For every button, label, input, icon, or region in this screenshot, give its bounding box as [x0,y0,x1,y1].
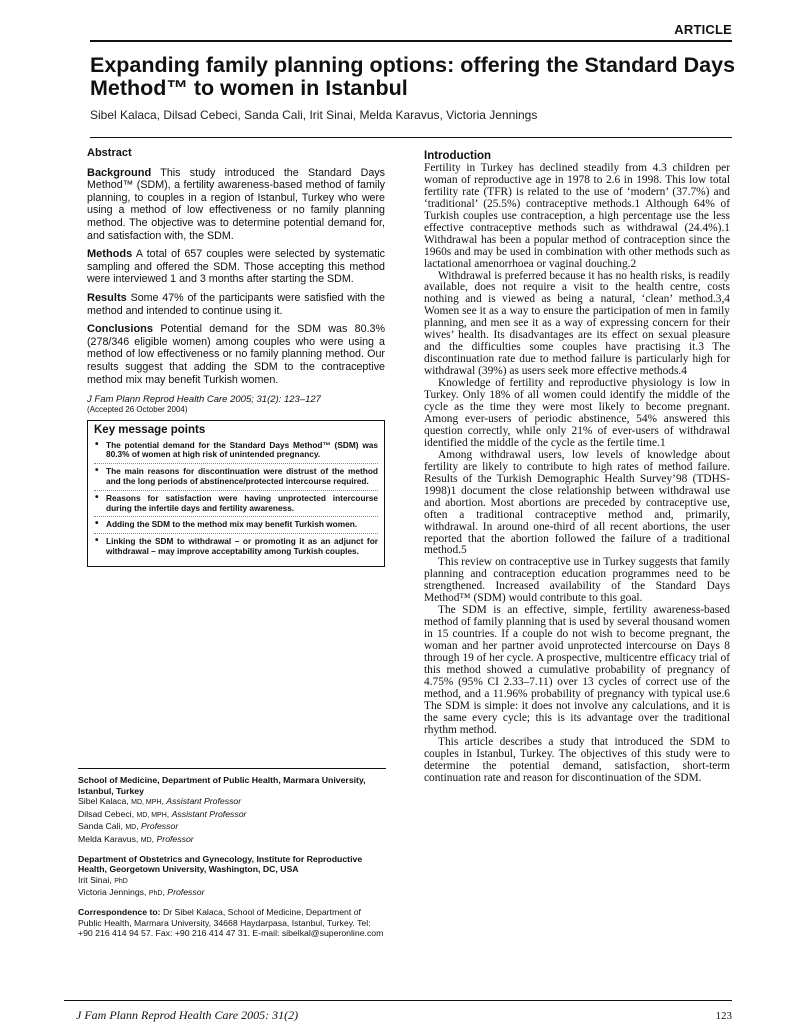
section-label: Methods [87,248,133,261]
body-paragraph: This article describes a study that introduced the SDM to couples in Istanbul, Turkey. The objectives of this study were to determine the potential demand, satisfaction, short-term continuation rate and reason for discontinuation of the SDM. [424,735,730,784]
person: Dilsad Cebeci, MD, MPH, Assistant Professor [78,808,247,819]
correspondence-label: Correspondence to: [78,906,161,917]
affiliation-group-2 [78,854,386,900]
key-message-box [87,420,385,567]
footer-rule [64,1000,732,1001]
section-label: Conclusions [87,323,154,336]
author-list: Sibel Kalaca, Dilsad Cebeci, Sanda Cali, Irit Sinai, Melda Karavus, Victoria Jennings [90,108,538,122]
top-rule [90,40,732,42]
key-message-item: • Reasons for satisfaction were having unprotected intercourse during the infertile days and fertility awareness. [94,494,378,518]
section-text: This study introduced the Standard Days Method™ (SDM), a fertility awareness-based method of family planning, to couples in a region of Istanbul, Turkey who were using a method of low effectiveness or no family planning method. The objective was to determine potential demand for, and satisfaction with, the SDM. [87,166,385,242]
abstract-heading: Abstract [87,147,132,159]
abstract-background [87,167,385,243]
section-label: Results [87,291,127,304]
accepted-date: (Accepted 26 October 2004) [87,405,188,415]
introduction-column [424,151,730,785]
body-paragraph: The SDM is an effective, simple, fertility awareness-based method of family planning that is used by several thousand women in 15 countries. If a couple do not wish to become pregnant, the woman and her partner avoid unprotected intercourse on Days 8 through 19 of her cycle. A prospective, multicentre efficacy trial of this method showed a cumulative probability of pregnancy of 4.75% (95% CI 2.33–7.11) over 13 cycles of correct use of the method, and a 11.96% probability of pregnancy with typical use.6 The SDM is simple: it does not involve any calculations, and it is the same every cycle; this is its advantage over the traditional rhythm method. [424,604,730,736]
introduction-heading: Introduction [424,150,492,162]
abstract-column [87,147,385,567]
section-label: Background [87,166,152,179]
key-message-item: • The potential demand for the Standard Days Method™ (SDM) was 80.3% of women at high risk of unintended pregnancy. [94,441,378,465]
body-paragraph: Knowledge of fertility and reproductive physiology is low in Turkey. Only 18% of all women could identify the middle of the cycle as the time they were most likely to become pregnant. Among ever-users of periodic abstinence, 54% answered this question correctly, while only 21% of ever-users of withdrawal identified the middle of the cycle as the fertile time.1 [424,377,730,449]
person: Irit Sinai, PhD [78,874,128,885]
key-message-list [94,441,378,560]
affiliation-group-1 [78,775,386,847]
key-message-item: • The main reasons for discontinuation were distrust of the method and the long periods of abstinence/protected intercourse required. [94,467,378,491]
body-paragraph: This review on contraceptive use in Turkey suggests that family planning and contraception education programmes need to be strengthened. Increased availability of the Standard Days Method™ (SDM) would contribute to this goal. [424,556,730,605]
header-rule [90,137,732,138]
body-paragraph: Among withdrawal users, low levels of knowledge about fertility are likely to contribute to high rates of method failure. Results of the Turkish Demographic Health Survey’98 (TDHS-1998)1 document the close relationship between withdrawal use and abortion. Most abortions are preceded by contraceptive use, often a traditional contraceptive method and, primarily, withdrawal. In around one-third of all recent abortions, the user reported that the abortion followed the failure of a traditional method.5 [424,448,730,557]
abstract-results [87,292,385,317]
organization-name: Department of Obstetrics and Gynecology, Institute for Reproductive Health, Georgetown University, Washington, DC, USA [78,853,363,875]
correspondence-text: Dr Sibel Kalaca, School of Medicine, Department of Public Health, Marmara University, 34668 Haydarpasa, Istanbul, Turkey. Tel: +90 216 414 94 57. Fax: +90 216 414 47 31. E-mail: sibelkal@superonline.com [78,906,384,939]
page-number: 123 [715,1010,732,1022]
key-message-item: • Linking the SDM to withdrawal – or promoting it as an adjunct for withdrawal – may improve acceptability among Turkish couples. [94,537,378,560]
abstract-conclusions [87,323,385,386]
body-paragraph: Fertility in Turkey has declined steadily from 4.3 children per woman of reproductive age in 1978 to 2.6 in 1998. This low total fertility rate (TFR) is related to the use of ‘modern’ (37.7%) and ‘traditional’ (25.5%) contraceptive methods.1 Although 64% of Turkish couples use contraception, a high percentage use the less effective contraceptive methods such as withdrawal (24.4%).1 Withdrawal has been a popular method of contraception since the 1960s and may be used in combination with other methods such as lactational amenorrhoea or vaginal douching.2 [424,161,730,270]
organization-name: School of Medicine, Department of Public Health, Marmara University, Istanbul, Turkey [78,775,366,796]
affiliations-rule [78,768,386,769]
key-message-heading: Key message points [94,424,206,437]
section-text: Some 47% of the participants were satisfied with the method and intended to continue using it. [87,291,385,317]
person: Sibel Kalaca, MD, MPH, Assistant Professor [78,796,242,807]
journal-footer: J Fam Plann Reprod Health Care 2005: 31(2) [76,1008,299,1022]
article-title: Expanding family planning options: offering the Standard Days Method™ to women in Istanbul [90,53,736,100]
person: Sanda Cali, MD, Professor [78,821,179,832]
key-message-item: • Adding the SDM to the method mix may benefit Turkish women. [94,520,378,534]
section-text: Potential demand for the SDM was 80.3% (278/346 eligible women) among couples who were using a method of low effectiveness or no family planning method. Our results suggest that adding the SDM to the contraceptive method mix may benefit Turkish women. [87,323,385,386]
correspondence [78,907,386,939]
article-label: ARTICLE [674,22,732,37]
person: Victoria Jennings, PhD, Professor [78,887,205,898]
journal-citation: J Fam Plann Reprod Health Care 2005; 31(2): 123–127 [87,394,321,406]
body-paragraph: Withdrawal is preferred because it has no health risks, is readily available, does not require a visit to the health centre, costs nothing and is viewed as being a natural, ‘clean’ method.3,4 Women see it as a way to ensure the participation of men in family planning, and men see it as a way of expressing concern for their wives’ health. Its disadvantages are its effect on sexual pleasure and the difficulties some couples have practising it.3 The discontinuation rate due to method failure is particularly high for withdrawal (39%) as users seek more effective methods.4 [424,269,730,378]
section-text: A total of 657 couples were selected by systematic sampling and offered the SDM. Those accepting this method were interviewed 1 and 3 months after starting the SDM. [87,248,385,286]
abstract-methods [87,248,385,286]
person: Melda Karavus, MD, Professor [78,833,194,844]
affiliations-block [78,768,386,946]
